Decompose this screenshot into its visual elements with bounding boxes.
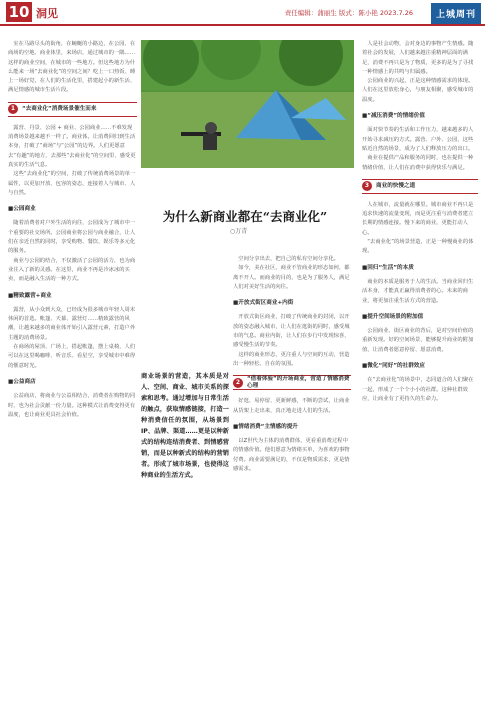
section-number: 1 [8,104,18,114]
section-number: 2 [233,378,243,388]
paragraph: 公园商业、街区商业的背后，是对空间价值的重新发现。好的空间场景，能够提升商业的附加值，让消费者愿意停留、愿意消费。 [362,328,474,353]
subheading: ■提升空间场景的附加值 [362,313,424,320]
section-title: “借着体验”的开场商业，营造了情感消费心理 [247,375,350,389]
paragraph: 随着消费者对户外生活的向往，公园成为了城市中一个重要的社交场所。公园商业将公园与商业融合，让人们在亲近自然的同时，享受购物、餐饮、娱乐等多元化的服务。 [8,220,136,255]
section-number: 3 [362,181,372,191]
subheading: ■情绪消费“主情感的提升 [233,423,298,430]
section-title: 商业的快慢之道 [376,182,416,189]
paragraph: 公益商店，将商业与公益相结合，消费者在购物的同时，也为社会贡献一份力量。这种模式让消费变得更有温度，也让商业更具社会价值。 [8,393,136,418]
paragraph: 开放式街区商业，打破了传统商业的封闭，以开放的姿态融入城市，让人们在逛街的同时，感受城市的气息。商业内街，让人们在步行中发现惊喜，感受慢生活的节奏。 [233,314,350,349]
article-author: ○万青 [230,228,248,235]
paragraph: 在商场的屋顶、广场上，搭起帐篷，摆上桌椅，人们可以在这里喝咖啡、听音乐、看星空，享受城市中难得的惬意时光。 [8,344,136,369]
column-3 [362,40,478,700]
section-name: 洞见 [36,7,58,20]
subheading: ■开放式街区商业+内街 [233,300,294,307]
page-number: 10 [6,2,32,22]
paragraph: 人是社会动物，会对身边的事物产生情感。随着社会的发展，人们越来越注重精神层面的满足，消费不再只是为了物质，更多的是为了寻找一种情感上的共鸣与归属感。 [362,41,474,75]
paragraph: 室在马路尽头的街角，在蜿蜒的小路边，在公园、在商场的空地、商业体里，来场店，通过城市的一隅……这样的商业空间，在城市的一些地方。但这些地方为什么能来一场“去商业化”的空间之间？吃上一口热饭、睡上一场好觉，在人们的生活化里，搭建起小的新生活、满足情感的城市生活片段。 [8,41,136,94]
subheading: ■回归“生活”的本质 [362,264,414,271]
column-1 [8,40,137,700]
article-title: 为什么新商业都在“去商业化” [162,209,328,224]
paragraph: 露营、丹景、公园 + 商业、公园商业……不难发现消费场景越来越不一样了。商业体，让消费回归到生活本身，打破了“商场”与“公园”的边界。人们更愿意去“有趣”的地方，去那些“去商业化”的空间里，感受更真实的生活气息。 [8,124,136,168]
paragraph: 商业在提供产品和服务的同时，也在提供一种情绪价值，让人们在消费中获得快乐与满足。 [362,155,474,171]
subheading: ■公益商店 [8,378,36,385]
paragraph: 好逛、易停留、更新鲜感，不断的尝试，让商业从货架上走出来，真正地走进人们的生活。 [233,398,350,414]
section-heading-2 [233,375,351,390]
paragraph: “去商业化”的场景营造，正是一种慢商业的体现。 [362,239,474,255]
section-heading-1 [8,102,137,117]
paragraph: 商业与公园的结合，不仅激活了公园的活力，也为商业注入了新的灵感。在这里，商业不再是冷冰冰的买卖，而是融入生活的一种方式。 [8,257,136,283]
paragraph: 公园商业的兴起，正是这种情感需求的体现。人们在这里放松身心，与朋友相聚，感受城市的温度。 [362,78,474,103]
pull-quote: 商业场景的营造，其本质是对人、空间、商业、城市关系的探索和思考。通过增加与日常生活的触点，获取情感链接，打造一种消费信任的氛围，从场景到IP、品牌、渠道……更是以种新式的结构连结消费者、到情感营销，而是以种新式的结构的营销者。形成了城市场景，也使得这种商业的生活方式。 [141,373,229,479]
subheading: ■精致露营+商业 [8,292,52,299]
page-header [0,0,485,26]
camping-photo [141,40,354,168]
paragraph: 商业的本质是服务于人的生活。当商业回归生活本身，才能真正赢得消费者的心。未来的商业，将更加注重生活方式的营造。 [362,278,474,304]
paragraph: 人在城市，流量就在哪里。城市商业不再只是追求快速的流量变现，而是更注重与消费者建立长期的情感连接。慢下来的商业，更能打动人心。 [362,201,474,236]
paragraph: 露营，从小众到大众，已经成为很多城市年轻人周末休闲的首选。帐篷、天幕、露营灯……精致露营的风潮，让越来越多的商业体开始引入露营元素，打造户外主题的消费场景。 [8,306,136,341]
section-heading-3 [362,179,478,194]
paragraph: 如今，美在社区，商业不管商业的形态如何，都离不开人。而商业的目的，也是为了服务人，满足人们对美好生活的向往。 [233,265,350,290]
paragraph: 以Z世代为主体的消费群体，更看重消费过程中的情感价值。他们愿意为情绪买单，为喜欢的事物付费。商业需要满足的，不仅是物质需求，更是情感需求。 [233,438,350,473]
header-meta [285,8,413,17]
paragraph: 这些“去商业化”的空间，打破了传统消费场景的单一属性，以更加开放、包容的姿态，连接着人与城市、人与自然。 [8,171,136,196]
section-title: “去商业化”消费场景催生而来 [22,105,97,112]
issue-date: 2023.7.26 [379,9,413,17]
subheading: ■“减压消费”的情绪价值 [362,113,425,120]
subheading: ■公园商业 [8,206,36,213]
paragraph: 在“去商业化”的场景中，志同道合的人们聚在一起，形成了一个个小小的社群。这种社群效应，让商业有了更持久的生命力。 [362,377,474,402]
camping-illustration [141,40,354,168]
editor: 责任编辑：蒲丽生 [284,9,337,17]
design: 版式：陈小艳 [338,9,378,17]
subheading: ■微化“同好”的社群效应 [362,363,425,370]
newspaper-logo: 上城周刊 [431,3,481,24]
paragraph: 这样的商业形态，更注重人与空间的互动，营造出一种轻松、自在的氛围。 [233,351,350,367]
column-2 [233,255,351,700]
paragraph: 面对快节奏的生活和工作压力，越来越多的人开始寻求减压的方式。露营、户外、公园，这些贴近自然的场景，成为了人们释放压力的出口。 [362,127,474,152]
paragraph: 空间分享出去，把自己的私有空间分享化。 [238,256,339,262]
